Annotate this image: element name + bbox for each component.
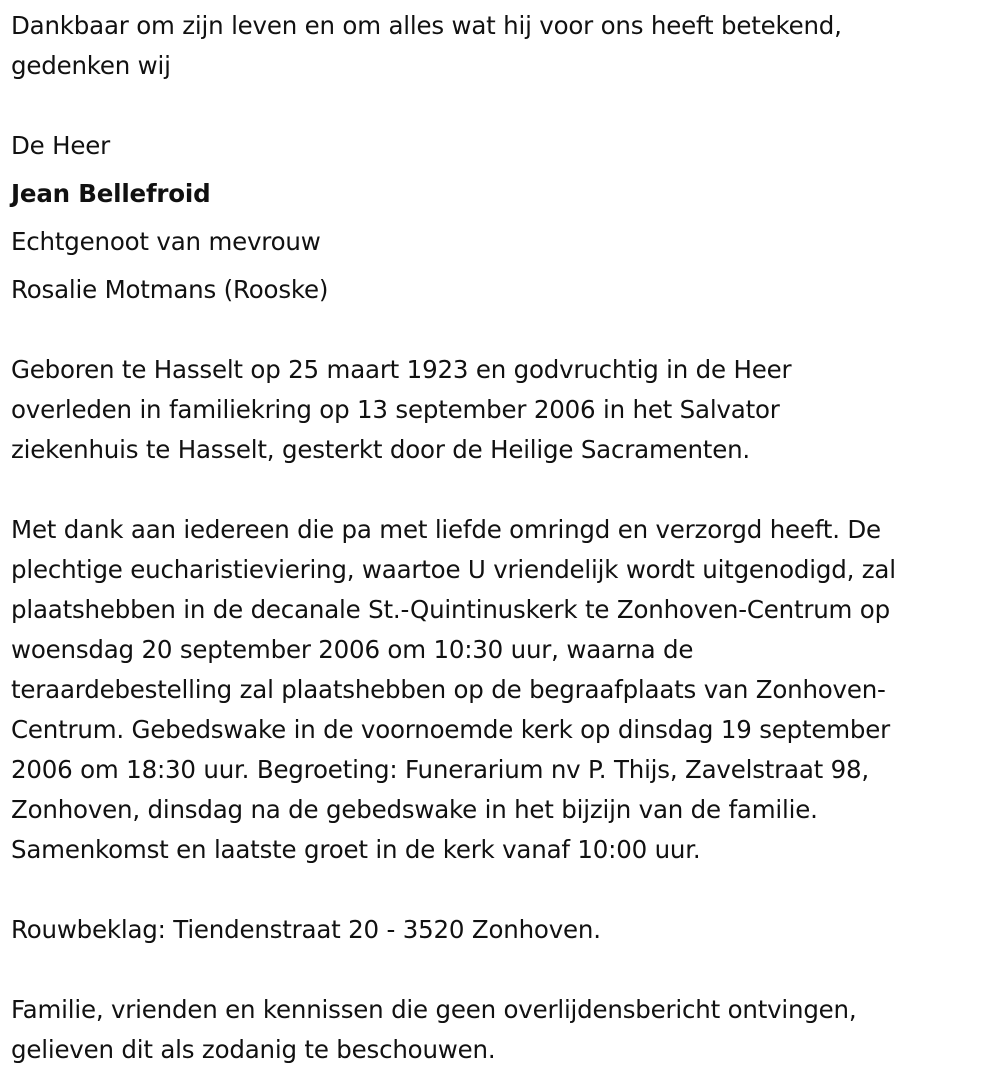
paragraph-line: teraardebestelling zal plaatshebben op de begraafplaats van Zonhoven- bbox=[11, 675, 886, 704]
paragraph-line: 2006 om 18:30 uur. Begroeting: Funerarium nv P. Thijs, Zavelstraat 98, bbox=[11, 755, 870, 784]
paragraph-line: woensdag 20 september 2006 om 10:30 uur, waarna de bbox=[11, 635, 694, 664]
paragraph-line: Centrum. Gebedswake in de voornoemde kerk op dinsdag 19 september bbox=[11, 715, 891, 744]
paragraph-line: gelieven dit als zodanig te beschouwen. bbox=[11, 1035, 496, 1064]
condolence-address: Rouwbeklag: Tiendenstraat 20 - 3520 Zonhoven. bbox=[11, 915, 601, 944]
intro-line: Dankbaar om zijn leven en om alles wat hij voor ons heeft betekend, bbox=[11, 11, 842, 40]
paragraph-line: Geboren te Hasselt op 25 maart 1923 en godvruchtig in de Heer bbox=[11, 355, 792, 384]
paragraph-line: ziekenhuis te Hasselt, gesterkt door de Heilige Sacramenten. bbox=[11, 435, 751, 464]
intro-line: gedenken wij bbox=[11, 51, 171, 80]
salutation: De Heer bbox=[11, 131, 110, 160]
relation-line: Echtgenoot van mevrouw bbox=[11, 227, 321, 256]
paragraph-line: Samenkomst en laatste groet in de kerk vanaf 10:00 uur. bbox=[11, 835, 701, 864]
paragraph-line: Zonhoven, dinsdag na de gebedswake in het bijzijn van de familie. bbox=[11, 795, 818, 824]
paragraph-line: plechtige eucharistieviering, waartoe U vriendelijk wordt uitgenodigd, zal bbox=[11, 555, 896, 584]
paragraph-line: overleden in familiekring op 13 september 2006 in het Salvator bbox=[11, 395, 780, 424]
spouse-name: Rosalie Motmans (Rooske) bbox=[11, 275, 329, 304]
paragraph-line: plaatshebben in de decanale St.-Quintinuskerk te Zonhoven-Centrum op bbox=[11, 595, 890, 624]
deceased-name: Jean Bellefroid bbox=[11, 179, 211, 208]
paragraph-line: Met dank aan iedereen die pa met liefde omringd en verzorgd heeft. De bbox=[11, 515, 881, 544]
paragraph-line: Familie, vrienden en kennissen die geen overlijdensbericht ontvingen, bbox=[11, 995, 857, 1024]
